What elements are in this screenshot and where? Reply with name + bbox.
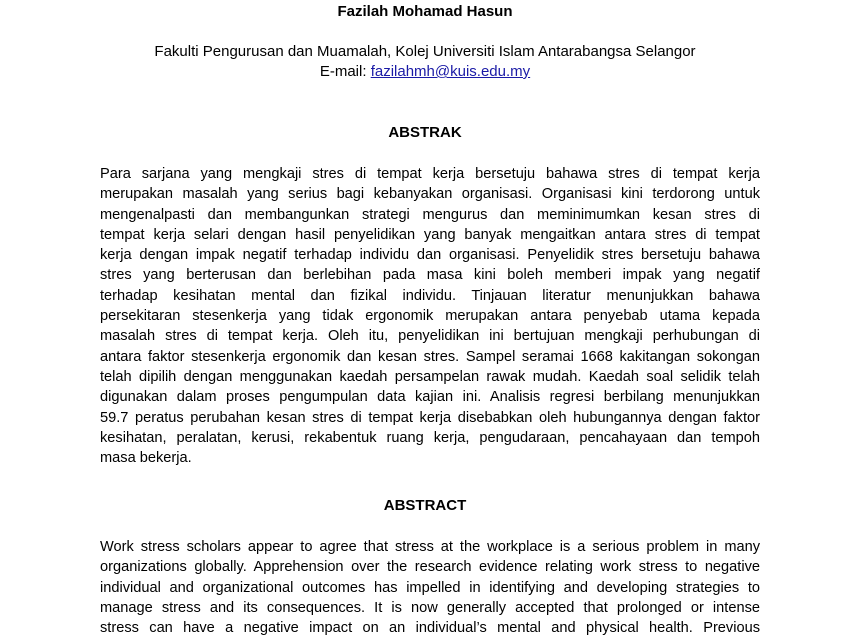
abstrak-line: telah dipilih dengan menggunakan kaedah persampelan rawak mudah. Kaedah soal selidik telah [100, 368, 760, 385]
abstrak-line: antara faktor stesenkerja ergonomik dan kesan stres. Sampel seramai 1668 kakitangan sokongan [100, 348, 760, 365]
abstrak-line: 59.7 peratus perubahan kesan stres di tempat kerja disebabkan oleh hubungannya dengan faktor [100, 409, 760, 426]
abstrak-line: stres yang berterusan dan berlebihan pada masa kini boleh memberi impak yang negatif [100, 267, 760, 284]
abstrak-body [100, 164, 760, 468]
abstrak-line: mengenalpasti dan membangunkan strategi mengurus dan meminimumkan kesan stres di [100, 206, 760, 223]
abstrak-line: persekitaran stesenkerja yang tidak ergonomik merupakan antara penyebab utama kepada [100, 308, 760, 325]
abstrak-line: digunakan dalam proses pengumpulan data kajian ini. Analisis regresi berbilang menunjukkan [100, 389, 760, 406]
abstrak-line: terhadap kesihatan mental dan fizikal individu. Tinjauan literatur menunjukkan bahawa [100, 287, 760, 304]
abstrak-line: kesihatan, peralatan, kerusi, rekabentuk ruang kerja, pengudaraan, pencahayaan dan tempoh [100, 429, 760, 446]
abstrak-line: Para sarjana yang mengkaji stres di tempat kerja bersetuju bahawa stres di tempat kerja [100, 166, 760, 182]
email-label: E-mail: [319, 63, 371, 80]
email-line [0, 62, 850, 82]
abstract-line: organizations globally. Apprehension over the research evidence relating work stress to negative [100, 559, 760, 576]
abstrak-line: merupakan masalah yang serius bagi kebanyakan organisasi. Organisasi kini terdorong untuk [100, 186, 760, 203]
email-link[interactable]: fazilahmh@kuis.edu.my [370, 63, 531, 80]
abstrak-heading: ABSTRAK [388, 124, 462, 141]
abstract-heading: ABSTRACT [383, 497, 467, 514]
abstrak-line: masalah stres di tempat kerja. Oleh itu, penyelidikan ini bertujuan mengkaji perhubungan di [100, 328, 760, 345]
author-name: Fazilah Mohamad Hasun [337, 3, 513, 20]
abstract-body [100, 537, 760, 638]
affiliation: Fakulti Pengurusan dan Muamalah, Kolej Universiti Islam Antarabangsa Selangor [154, 43, 696, 60]
abstract-line: manage stress and its consequences. It is now generally accepted that prolonged or intense [100, 599, 760, 616]
abstrak-line: masa bekerja. [100, 450, 192, 467]
abstrak-line: kerja dengan impak negatif terhadap individu dan organisasi. Penyelidik stres bersetuju bahawa [100, 247, 760, 264]
abstrak-line: tempat kerja selari dengan hasil penyelidikan yang banyak mengaitkan antara stres di tempat [100, 226, 760, 243]
abstract-line: individual and organizational outcomes has impelled in identifying and developing strategies to [100, 579, 760, 596]
abstract-line: stress can have a negative impact on an individual’s mental and physical health. Previous [100, 620, 760, 637]
abstract-line: Work stress scholars appear to agree that stress at the workplace is a serious problem in many [100, 539, 760, 555]
